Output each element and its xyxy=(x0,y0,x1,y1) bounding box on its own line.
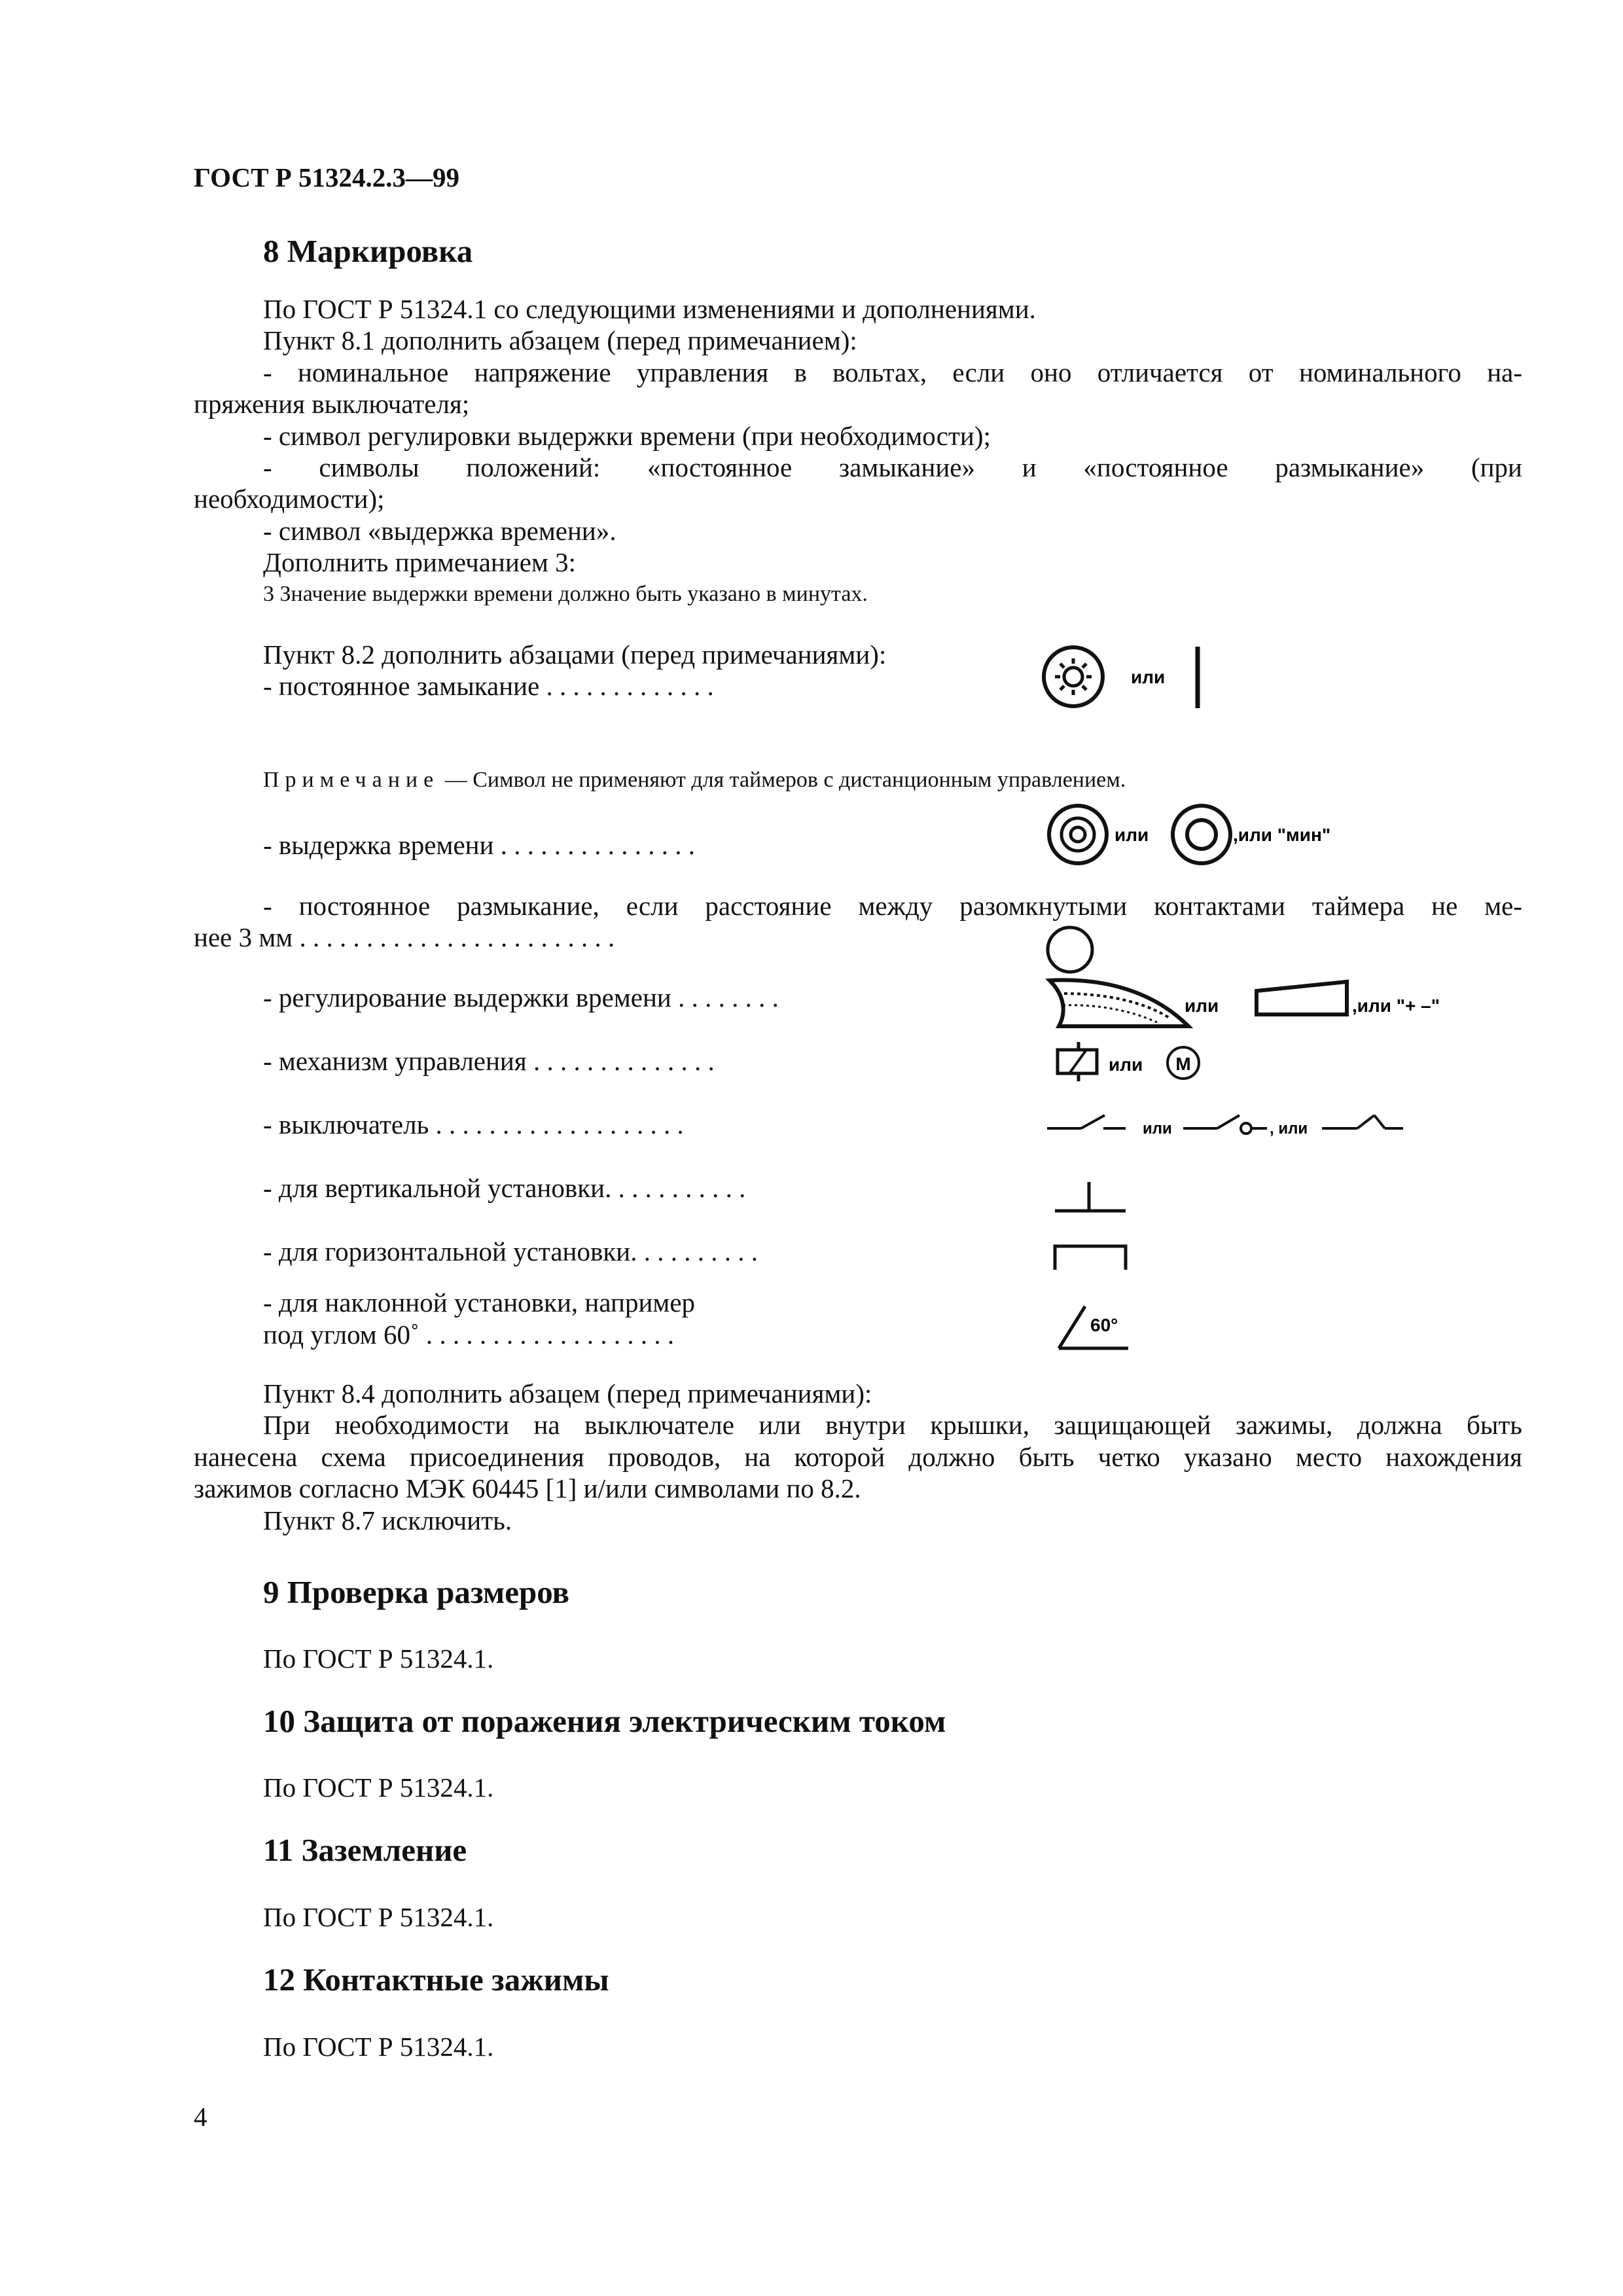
s8-p84-text-2: нанесена схема присоединения проводов, на которой должно быть четко указано место нахождения xyxy=(194,1442,1522,1472)
s8-bullet4: - символ «выдержка времени». xyxy=(263,516,616,546)
note-line xyxy=(263,764,1126,796)
section-10-heading: 10 Защита от поражения электрическим током xyxy=(263,1703,946,1739)
section-9-text: По ГОСТ Р 51324.1. xyxy=(263,1643,494,1674)
motor-icon xyxy=(1168,1047,1199,1079)
wedge-scale-icon xyxy=(1050,980,1188,1026)
section-9-heading: 9 Проверка размеров xyxy=(263,1574,569,1610)
delay-symbols xyxy=(1047,802,1348,867)
note-label: Примечание xyxy=(263,768,440,792)
switch-symbols xyxy=(1047,1106,1414,1139)
switch-icon xyxy=(1047,1115,1126,1128)
section-12-text: По ГОСТ Р 51324.1. xyxy=(263,2032,494,2062)
inclined-mount-icon xyxy=(1056,1302,1135,1355)
sym-open-label-a: - постоянное размыкание, если расстояние между разомкнутыми контактами таймера не ме- xyxy=(263,891,1522,921)
double-circle-icon xyxy=(1049,806,1107,863)
switch-alt-icon xyxy=(1322,1115,1403,1128)
closed-position-symbols xyxy=(1041,641,1211,713)
sym-inclined-label-a: - для наклонной установки, например xyxy=(263,1287,696,1318)
section-12-heading: 12 Контактные зажимы xyxy=(263,1962,609,1998)
sym-vertical-label: - для вертикальной установки. . . . . . . . . . . xyxy=(263,1173,746,1203)
or-plus-minus-label: ,или "+ –" xyxy=(1352,996,1440,1016)
or-label: или xyxy=(1115,825,1149,845)
section-10-text: По ГОСТ Р 51324.1. xyxy=(263,1772,494,1803)
sym-open-label-b: нее 3 мм . . . . . . . . . . . . . . . . . . . . . . . . xyxy=(194,922,615,952)
angle-label: 60° xyxy=(1090,1315,1118,1335)
bulb-circle-icon xyxy=(1044,647,1103,706)
section-8-heading: 8 Маркировка xyxy=(263,233,473,269)
s8-bullet3-b: необходимости); xyxy=(194,484,385,514)
sym-adjust-label: - регулирование выдержки времени . . . . . . . . xyxy=(263,982,779,1013)
sym-closed-label: - постоянное замыкание . . . . . . . . . . . . . xyxy=(263,671,714,701)
open-circle-icon xyxy=(1045,925,1097,977)
s8-add-note: Дополнить примечанием 3: xyxy=(263,547,577,577)
s8-p84-text-3: зажимов согласно МЭК 60445 [1] и/или символами по 8.2. xyxy=(194,1473,861,1503)
ring-circle-icon xyxy=(1173,806,1230,863)
adjust-symbols xyxy=(1046,975,1478,1034)
sym-delay-label: - выдержка времени . . . . . . . . . . . . . . . xyxy=(263,830,696,860)
page-number: 4 xyxy=(194,2102,207,2132)
section-11-text: По ГОСТ Р 51324.1. xyxy=(263,1902,494,1932)
section-11-heading: 11 Заземление xyxy=(263,1832,467,1868)
s8-p87: Пункт 8.7 исключить. xyxy=(263,1505,512,1535)
switch-with-contact-icon xyxy=(1183,1115,1267,1134)
sym-horizontal-label: - для горизонтальной установки. . . . . . . . . . xyxy=(263,1236,758,1266)
horizontal-mount-icon xyxy=(1052,1241,1131,1274)
s8-intro: По ГОСТ Р 51324.1 со следующими изменениями и дополнениями. xyxy=(263,294,1036,324)
or-label: или xyxy=(1185,996,1219,1016)
s8-bullet1-a: - номинальное напряжение управления в вольтах, если оно отличается от номинального на- xyxy=(263,357,1522,387)
s8-p81: Пункт 8.1 дополнить абзацем (перед примечанием): xyxy=(263,325,857,355)
sym-mechanism-label: - механизм управления . . . . . . . . . . . . . . xyxy=(263,1046,715,1076)
or-label: или xyxy=(1143,1120,1172,1138)
or-label: или xyxy=(1131,667,1166,687)
sym-switch-label: - выключатель . . . . . . . . . . . . . . . . . . . xyxy=(263,1109,684,1139)
vertical-mount-icon xyxy=(1052,1178,1131,1217)
s8-p82: Пункт 8.2 дополнить абзацами (перед примечаниями): xyxy=(263,639,887,670)
or-comma-label: , или xyxy=(1270,1120,1308,1138)
sym-inclined-label-b: под углом 60˚ . . . . . . . . . . . . . . . . . . . xyxy=(263,1319,675,1350)
or-min-label: ,или "мин" xyxy=(1233,825,1331,845)
s8-bullet3-a: - символы положений: «постоянное замыкание» и «постоянное размыкание» (при xyxy=(263,452,1522,482)
relay-coil-icon xyxy=(1058,1042,1097,1081)
or-label: или xyxy=(1109,1054,1143,1075)
s8-note3: 3 Значение выдержки времени должно быть указано в минутах. xyxy=(263,582,868,606)
document-header: ГОСТ Р 51324.2.3—99 xyxy=(194,162,459,192)
motor-letter: M xyxy=(1175,1054,1191,1074)
s8-bullet1-b: пряжения выключателя; xyxy=(194,389,470,419)
note-text: — Символ не применяют для таймеров с дистанционным управлением. xyxy=(444,768,1126,792)
wedge-bar-icon xyxy=(1257,982,1347,1014)
s8-p84: Пункт 8.4 дополнить абзацем (перед примечаниями): xyxy=(263,1378,872,1408)
s8-p84-text-1: При необходимости на выключателе или внутри крышки, защищающей зажимы, должна быть xyxy=(263,1410,1522,1440)
s8-bullet2: - символ регулировки выдержки времени (при необходимости); xyxy=(263,421,991,451)
mechanism-symbols xyxy=(1055,1041,1212,1084)
